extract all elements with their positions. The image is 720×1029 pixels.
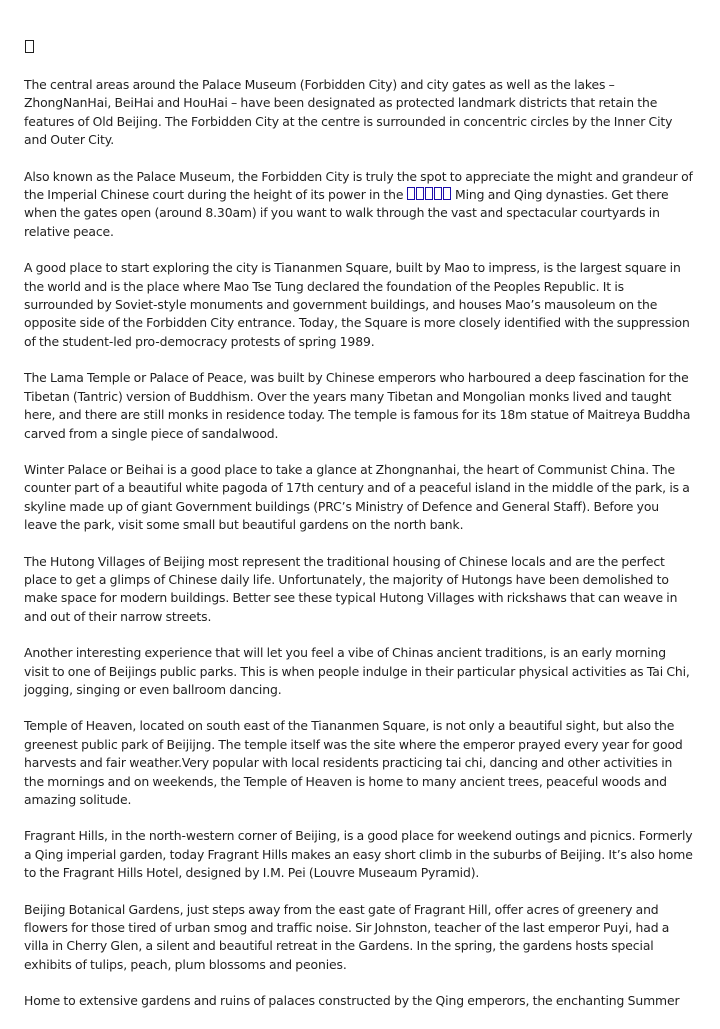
paragraph-palace-museum	[24, 168, 694, 242]
missing-glyph-icon	[24, 40, 694, 54]
paragraph-palace-museum-text-after-link: Ming and Qing dynasties. Get there when the gates open (around 8.30am) if you want to walk through the vast and spectacular courtyards in relative peace.	[24, 187, 669, 239]
paragraph-palace-museum-text-before-link: Also known as the Palace Museum, the Forbidden City is truly the spot to appreciate the might and grandeur of the Imperial Chinese court during the height of its power in the	[24, 168, 693, 203]
paragraph-tiananmen-square: A good place to start exploring the city is Tiananmen Square, built by Mao to impress, is the largest square in the world and is the place where Mao Tse Tung declared the foundation of the Peoples Republic. It is surrounded by Soviet-style monuments and government buildings, and houses Mao’s mausoleum on the opposite side of the Forbidden City entrance. Today, the Square is more closely identified with the suppression of the student-led pro-democracy protests of spring 1989.	[24, 260, 690, 349]
paragraph-public-parks: Another interesting experience that will let you feel a vibe of Chinas ancient traditions, is an early morning visit to one of Beijings public parks. This is when people indulge in their particular physical activities as Tai Chi, jogging, singing or even ballroom dancing.	[24, 645, 690, 697]
missing-glyph-link-icon	[416, 187, 424, 200]
paragraph-botanical-gardens: Beijing Botanical Gardens, just steps away from the east gate of Fragrant Hill, offer acres of greenery and flowers for those tired of urban smog and traffic noise. Sir Johnston, teacher of the last emperor Puyi, had a villa in Cherry Glen, a silent and beautiful retreat in the Gardens. In the spring, the gardens hosts special exhibits of tulips, peach, plum blossoms and peonies.	[24, 901, 670, 972]
missing-glyph-link-icon	[407, 187, 415, 200]
missing-glyph-link-icon	[434, 187, 442, 200]
paragraph-hutong-villages: The Hutong Villages of Beijing most represent the traditional housing of Chinese locals and are the perfect place to get a glimps of Chinese daily life. Unfortunately, the majority of Hutongs have been demolished to make space for modern buildings. Better see these typical Hutong Villages with rickshaws that can weave in and out of their narrow streets.	[24, 553, 678, 624]
paragraph-fragrant-hills: Fragrant Hills, in the north-western corner of Beijing, is a good place for weekend outings and picnics. Formerly a Qing imperial garden, today Fragrant Hills makes an easy short climb in the suburbs of Beijing. It’s also home to the Fragrant Hills Hotel, designed by I.M. Pei (Louvre Museaum Pyramid).	[24, 828, 693, 881]
missing-glyph-link-icon	[443, 187, 451, 200]
missing-glyph-box-icon	[25, 40, 34, 53]
missing-glyph-link-icon	[425, 187, 433, 200]
paragraph-forbidden-city-districts: The central areas around the Palace Museum (Forbidden City) and city gates as well as the lakes – ZhongNanHai, BeiHai and HouHai – have been designated as protected landmark districts that retain the features of Old Beijing. The Forbidden City at the centre is surrounded in concentric circles by the Inner City and Outer City.	[24, 77, 673, 148]
paragraph-temple-of-heaven: Temple of Heaven, located on south east of the Tiananmen Square, is not only a beautiful sight, but also the greenest public park of Beijijng. The temple itself was the site where the emperor prayed every year for good harvests and fair weather.Very popular with local residents practicing tai chi, dancing and other activities in the mornings and on weekends, the Temple of Heaven is home to many ancient trees, peaceful woods and amazing solitude.	[24, 718, 683, 807]
paragraph-summer-palace-start: Home to extensive gardens and ruins of palaces constructed by the Qing emperors, the enchanting Summer	[24, 993, 680, 1009]
paragraph-beihai: Winter Palace or Beihai is a good place to take a glance at Zhongnanhai, the heart of Communist China. The counter part of a beautiful white pagoda of 17th century and of a peaceful island in the middle of the park, is a skyline made up of giant Government buildings (PRC’s Ministry of Defence and General Staff). Before you leave the park, visit some small but beautiful gardens on the north bank.	[24, 461, 690, 533]
paragraph-lama-temple: The Lama Temple or Palace of Peace, was built by Chinese emperors who harboured a deep fascination for the Tibetan (Tantric) version of Buddhism. Over the years many Tibetan and Mongolian monks lived and taught here, and there are still monks in residence today. The temple is famous for its 18m statue of Maitreya Buddha carved from a single piece of sandalwood.	[24, 370, 691, 441]
document-page	[24, 40, 694, 1029]
inline-glyph-link[interactable]	[407, 187, 452, 202]
